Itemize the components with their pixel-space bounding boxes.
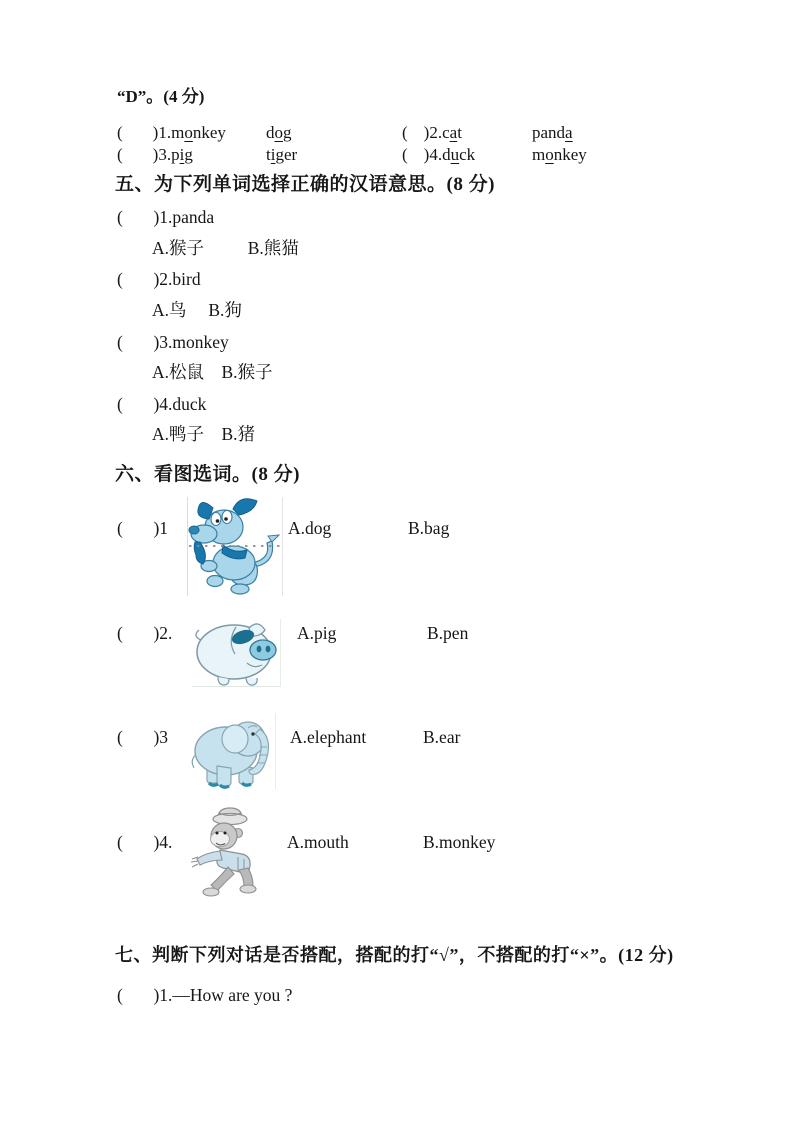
match-word: monkey — [532, 145, 587, 164]
question-line: ( )1.—How are you ? — [117, 985, 293, 1005]
option-a: A.dog — [288, 518, 332, 538]
pig-image — [192, 619, 281, 687]
question-bracket: ( )2. — [117, 623, 173, 643]
section-five-heading: 五、为下列单词选择正确的汉语意思。(8 分) — [115, 174, 495, 195]
match-word: cat — [442, 123, 462, 142]
match-word: dog — [266, 123, 292, 142]
section-six-heading: 六、看图选词。(8 分) — [115, 464, 300, 485]
option-b: B.ear — [423, 727, 461, 747]
underlined-letter: i — [179, 145, 185, 164]
question-line: ( )1.panda — [117, 207, 215, 227]
underlined-letter: u — [450, 145, 460, 164]
bracket-and-word — [402, 122, 462, 144]
matching-row — [117, 122, 717, 144]
item-label: )4. — [423, 145, 443, 164]
item-label: )2. — [423, 123, 443, 142]
bracket-and-word — [117, 144, 193, 166]
options-line: A.鸭子 B.猪 — [152, 424, 256, 444]
question-line: ( )4.duck — [117, 394, 207, 414]
option-b: B.pen — [427, 623, 469, 643]
match-word: pig — [171, 145, 193, 164]
options-line: A.鸟 B.狗 — [152, 300, 242, 320]
dog-image — [187, 497, 283, 596]
bracket-and-word — [117, 122, 226, 144]
underlined-letter: a — [449, 123, 458, 142]
options-line: A.猴子 B.熊猫 — [152, 238, 299, 258]
item-label: )3. — [152, 145, 172, 164]
question-bracket: ( )4. — [117, 832, 173, 852]
match-word: duck — [442, 145, 476, 164]
underlined-letter: a — [565, 123, 573, 142]
item-label: )1. — [152, 123, 172, 142]
elephant-image — [187, 713, 276, 789]
option-a: A.pig — [297, 623, 337, 643]
open-bracket: ( — [402, 123, 408, 142]
option-a: A.elephant — [290, 727, 367, 747]
bracket-and-word — [402, 144, 475, 166]
option-b: B.bag — [408, 518, 450, 538]
question4-instruction-fragment: “D”。(4 分) — [117, 87, 205, 106]
option-b: B.monkey — [423, 832, 496, 852]
underlined-letter: o — [545, 145, 554, 164]
monkey-image — [190, 805, 270, 897]
match-word: panda — [532, 123, 573, 142]
underlined-letter: i — [270, 145, 276, 164]
matching-row — [117, 144, 717, 166]
option-a: A.mouth — [287, 832, 349, 852]
section-seven-heading: 七、判断下列对话是否搭配，搭配的打“√”，不搭配的打“×”。(12 分) — [115, 945, 674, 965]
match-word: tiger — [266, 145, 298, 164]
question-line: ( )3.monkey — [117, 332, 229, 352]
question-bracket: ( )1 — [117, 518, 169, 538]
underlined-letter: o — [274, 123, 283, 142]
options-line: A.松鼠 B.猴子 — [152, 362, 273, 382]
underlined-letter: o — [184, 123, 193, 142]
question-line: ( )2.bird — [117, 269, 201, 289]
open-bracket: ( — [117, 123, 123, 142]
question-bracket: ( )3 — [117, 727, 169, 747]
open-bracket: ( — [402, 145, 408, 164]
open-bracket: ( — [117, 145, 123, 164]
match-word: monkey — [171, 123, 226, 142]
